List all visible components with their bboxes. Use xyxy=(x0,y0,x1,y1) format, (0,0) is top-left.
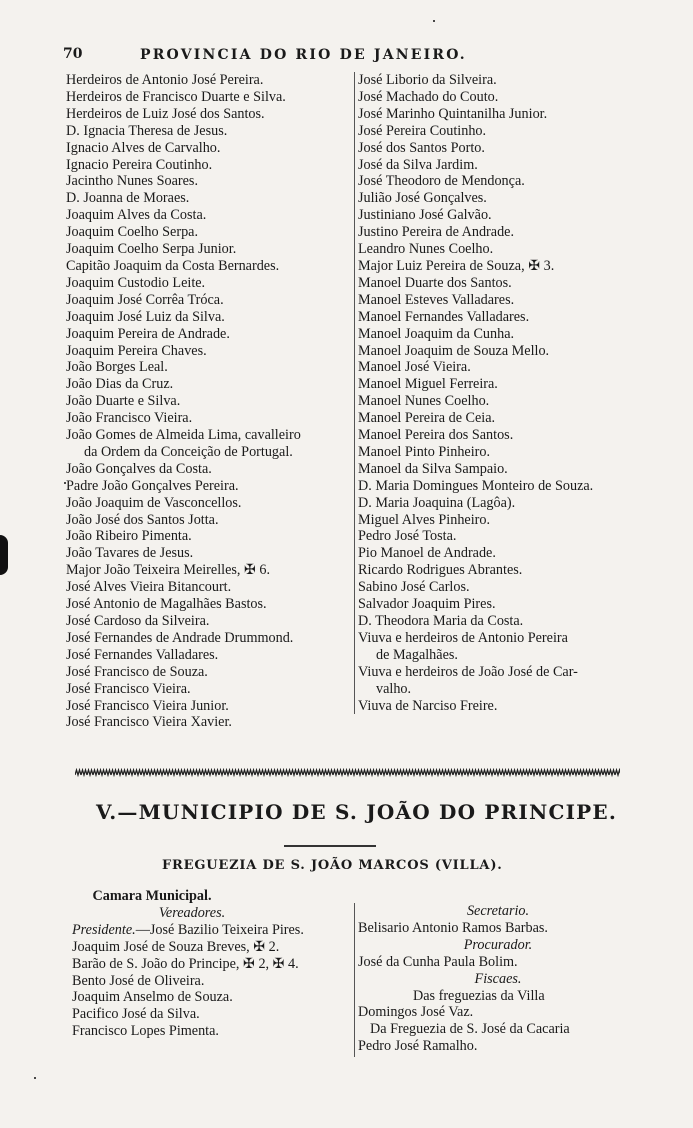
fiscal-villa-label: Das freguezias da Villa xyxy=(413,987,545,1004)
right-name-column xyxy=(354,72,648,714)
wavy-section-divider xyxy=(75,768,620,778)
list-item: José Cardoso da Silveira. xyxy=(66,613,210,629)
list-item: Joaquim Alves da Costa. xyxy=(66,207,207,224)
camara-municipal-column xyxy=(72,888,352,1040)
list-item: Salvador Joaquim Pires. xyxy=(358,596,496,613)
list-item: Pio Manoel de Andrade. xyxy=(358,545,496,562)
fiscal-cacaria-label: Da Freguezia de S. José da Cacaria xyxy=(370,1021,570,1038)
list-item: João Ribeiro Pimenta. xyxy=(66,528,192,545)
list-item: José Pereira Coutinho. xyxy=(358,122,487,139)
list-item: Justino Pereira de Andrade. xyxy=(358,224,515,241)
list-item: José Francisco de Souza. xyxy=(66,663,208,680)
list-item: Justiniano José Galvão. xyxy=(358,207,492,224)
running-title: PROVINCIA DO RIO DE JANEIRO. xyxy=(140,47,467,63)
list-item: Padre João Gonçalves Pereira. xyxy=(66,477,239,494)
list-item: Joaquim Coelho Serpa. xyxy=(66,224,199,241)
list-item: Joaquim José Luiz da Silva. xyxy=(66,308,225,325)
list-item: D. Joanna de Moraes. xyxy=(66,190,190,207)
list-item-continuation: valho. xyxy=(376,680,412,697)
list-item: Manoel Miguel Ferreira. xyxy=(358,376,498,393)
list-item: João Tavares de Jesus. xyxy=(66,545,194,562)
secretary-heading: Secretario. xyxy=(466,903,530,919)
list-item: Francisco Lopes Pimenta. xyxy=(72,1023,219,1040)
list-item: Manoel Joaquim de Souza Mello. xyxy=(358,342,550,359)
list-item: Ricardo Rodrigues Abrantes. xyxy=(358,562,523,579)
fiscal-heading: Fiscaes. xyxy=(474,970,522,987)
list-item: Jacintho Nunes Soares. xyxy=(66,173,198,190)
list-item: José Machado do Couto. xyxy=(358,88,499,105)
list-item: José Francisco Vieira. xyxy=(66,680,191,697)
list-item: D. Theodora Maria da Costa. xyxy=(358,613,524,629)
list-item: Joaquim Pereira Chaves. xyxy=(66,342,207,359)
list-item: Joaquim Coelho Serpa Junior. xyxy=(66,241,237,258)
list-item: Major João Teixeira Meirelles, ✠ 6. xyxy=(66,562,271,579)
list-item: Manoel Nunes Coelho. xyxy=(358,393,490,410)
list-item: Viuva de Narciso Freire. xyxy=(358,697,498,714)
scan-dot xyxy=(64,482,66,484)
list-item: José Fernandes de Andrade Drummond. xyxy=(66,629,294,646)
list-item: Domingos José Vaz. xyxy=(358,1004,474,1021)
list-item: Belisario Antonio Ramos Barbas. xyxy=(358,919,548,936)
list-item: Barão de S. João do Principe, ✠ 2, ✠ 4. xyxy=(72,955,299,972)
list-item: Manoel Esteves Valladares. xyxy=(358,291,515,308)
president-name: —José Bazilio Teixeira Pires. xyxy=(135,921,304,938)
list-item: Pedro José Ramalho. xyxy=(358,1038,478,1055)
list-item: Bento José de Oliveira. xyxy=(72,972,205,989)
section-title: V.—MUNICIPIO DE S. JOÃO DO PRINCIPE. xyxy=(96,800,617,824)
list-item: Ignacio Alves de Carvalho. xyxy=(66,139,221,156)
list-item: José Francisco Vieira Xavier. xyxy=(66,714,232,731)
list-item: Pacifico José da Silva. xyxy=(72,1006,200,1023)
list-item: José da Silva Jardim. xyxy=(358,156,478,173)
list-item: Manoel Pereira de Ceia. xyxy=(358,410,496,427)
vereadores-heading: Vereadores. xyxy=(158,904,226,921)
list-item: Major Luiz Pereira de Souza, ✠ 3. xyxy=(358,257,555,274)
list-item: D. Maria Domingues Monteiro de Souza. xyxy=(358,477,594,494)
list-item: Manoel José Vieira. xyxy=(358,359,471,376)
list-item-continuation: de Magalhães. xyxy=(376,646,458,663)
left-name-column xyxy=(66,72,350,731)
list-item: João Gomes de Almeida Lima, cavalleiro xyxy=(66,427,301,444)
scan-dot xyxy=(34,1077,36,1079)
list-item: Viuva e herdeiros de João José de Car- xyxy=(358,663,578,680)
list-item: Miguel Alves Pinheiro. xyxy=(358,511,491,528)
list-item: João Borges Leal. xyxy=(66,359,168,376)
officials-column xyxy=(354,903,638,1057)
president-label: Presidente. xyxy=(72,921,136,938)
list-item: Leandro Nunes Coelho. xyxy=(358,241,494,258)
scan-dot xyxy=(433,20,435,22)
list-item: Manoel Duarte dos Santos. xyxy=(358,274,512,291)
list-item: José Antonio de Magalhães Bastos. xyxy=(66,596,267,613)
list-item: Joaquim Anselmo de Souza. xyxy=(72,989,233,1006)
list-item: Manoel Pereira dos Santos. xyxy=(358,427,514,444)
list-item: João Duarte e Silva. xyxy=(66,393,181,410)
list-item: Viuva e herdeiros de Antonio Pereira xyxy=(358,629,568,646)
list-item: Manoel Joaquim da Cunha. xyxy=(358,325,515,342)
list-item: José Liborio da Silveira. xyxy=(358,72,497,88)
list-item: Manoel Fernandes Valladares. xyxy=(358,308,530,325)
list-item: João Dias da Cruz. xyxy=(66,376,174,393)
list-item: José Theodoro de Mendonça. xyxy=(358,173,525,190)
list-item: José Fernandes Valladares. xyxy=(66,646,219,663)
procurator-heading: Procurador. xyxy=(463,936,533,953)
list-item: José dos Santos Porto. xyxy=(358,139,485,156)
list-item: José da Cunha Paula Bolim. xyxy=(358,953,518,970)
list-item: José Francisco Vieira Junior. xyxy=(66,697,229,714)
list-item: Herdeiros de Luiz José dos Santos. xyxy=(66,105,265,122)
list-item: D. Maria Joaquina (Lagôa). xyxy=(358,494,516,511)
list-item: Joaquim José de Souza Breves, ✠ 2. xyxy=(72,938,280,955)
president-line xyxy=(72,922,352,939)
divider xyxy=(284,845,376,847)
list-item: Pedro José Tosta. xyxy=(358,528,457,545)
page-number: 70 xyxy=(63,46,83,62)
list-item: João Joaquim de Vasconcellos. xyxy=(66,494,242,511)
camara-heading: Camara Municipal. xyxy=(92,888,212,904)
list-item: João Gonçalves da Costa. xyxy=(66,460,212,477)
list-item: Manoel Pinto Pinheiro. xyxy=(358,443,491,460)
list-item: José Marinho Quintanilha Junior. xyxy=(358,105,548,122)
list-item-continuation: da Ordem da Conceição de Portugal. xyxy=(84,443,293,460)
list-item: Joaquim José Corrêa Tróca. xyxy=(66,291,224,308)
list-item: Capitão Joaquim da Costa Bernardes. xyxy=(66,257,280,274)
list-item: Ignacio Pereira Coutinho. xyxy=(66,156,213,173)
list-item: Joaquim Pereira de Andrade. xyxy=(66,325,230,342)
list-item: Sabino José Carlos. xyxy=(358,579,470,596)
list-item: José Alves Vieira Bitancourt. xyxy=(66,579,232,596)
list-item: Manoel da Silva Sampaio. xyxy=(358,460,508,477)
list-item: D. Ignacia Theresa de Jesus. xyxy=(66,122,228,139)
scan-edge-mark xyxy=(0,535,8,575)
list-item: Joaquim Custodio Leite. xyxy=(66,274,206,291)
list-item: Herdeiros de Antonio José Pereira. xyxy=(66,72,264,88)
list-item: João José dos Santos Jotta. xyxy=(66,511,219,528)
list-item: Julião José Gonçalves. xyxy=(358,190,487,207)
parish-title: FREGUEZIA DE S. JOÃO MARCOS (VILLA). xyxy=(162,858,503,873)
list-item: Herdeiros de Francisco Duarte e Silva. xyxy=(66,88,286,105)
list-item: João Francisco Vieira. xyxy=(66,410,193,427)
